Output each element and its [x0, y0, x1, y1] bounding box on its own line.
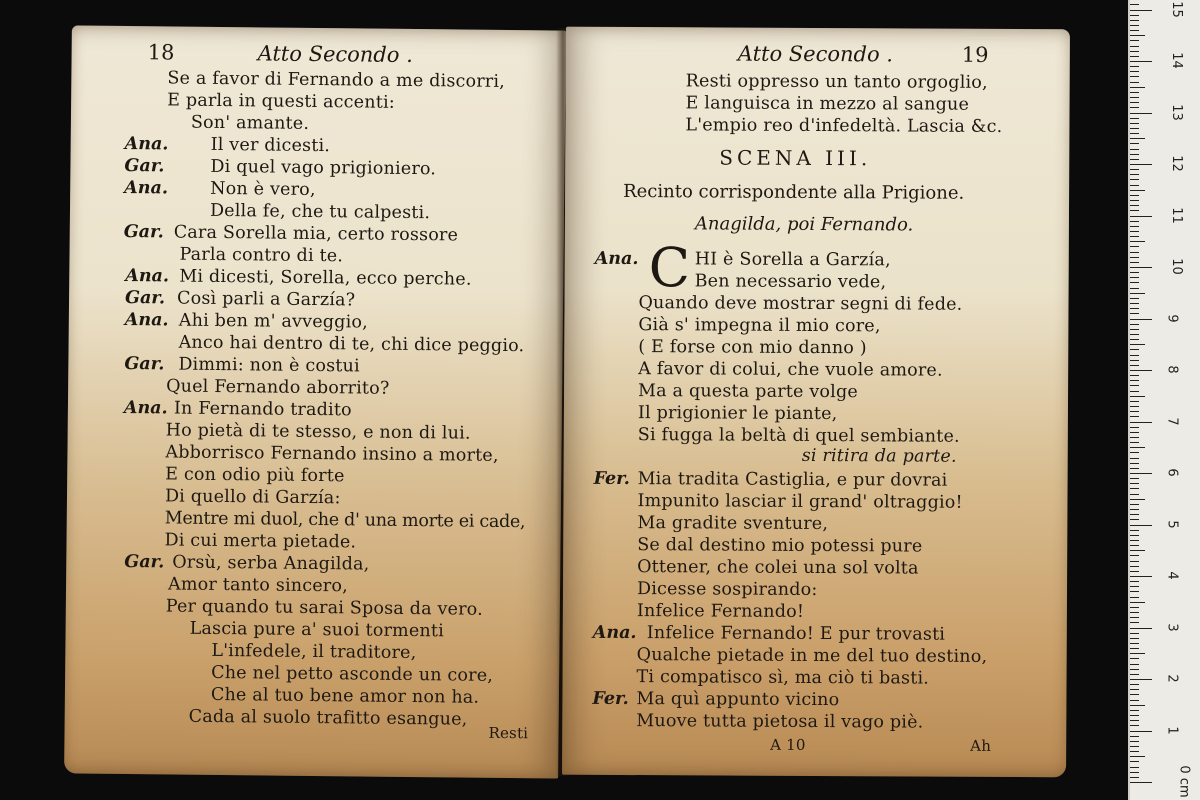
ruler-tick [1130, 648, 1139, 649]
ruler-tick [1130, 720, 1139, 721]
ruler-tick [1130, 488, 1139, 489]
ruler-tick [1130, 97, 1139, 98]
ruler-tick [1130, 293, 1145, 294]
text-line: Mentre mi duol, che d' una morte ei cade, [164, 508, 526, 533]
ruler-tick [1130, 107, 1139, 108]
text-line: Muove tutta pietosa il vago piè. [636, 711, 924, 733]
ruler-tick [1130, 406, 1139, 407]
ruler-tick [1130, 169, 1139, 170]
speaker-label: Ana. [124, 133, 169, 155]
ruler-tick [1130, 159, 1139, 160]
ruler-label: 13 [1168, 103, 1184, 121]
ruler-tick [1130, 226, 1139, 227]
text-line: Non è vero, [210, 178, 316, 200]
ruler-tick [1130, 669, 1139, 670]
text-line: Infelice Fernando! [636, 601, 805, 622]
text-line: Son' amante. [190, 112, 310, 134]
ruler-label: 1 [1164, 725, 1180, 735]
text-line: Cara Sorella mia, certo rossore [173, 222, 459, 246]
text-line: Amor tanto sincero, [167, 574, 349, 597]
text-line: Mia tradita Castiglia, e pur dovrai [637, 469, 948, 491]
ruler-tick [1130, 324, 1139, 325]
text-line: Ho pietà di te stesso, e non di lui. [165, 420, 471, 444]
ruler-tick [1130, 725, 1139, 726]
ruler-tick [1130, 700, 1139, 701]
text-line: Impunito lasciar il grand' oltraggio! [637, 491, 963, 513]
speaker-label: Gar. [124, 155, 165, 177]
ruler-tick [1130, 504, 1139, 505]
ruler-tick [1130, 375, 1139, 376]
ruler-tick [1130, 46, 1139, 47]
ruler-tick [1130, 741, 1139, 742]
ruler-tick [1130, 87, 1145, 88]
ruler-tick [1130, 674, 1139, 675]
ruler-tick [1130, 566, 1139, 567]
ruler-tick [1130, 154, 1139, 155]
speaker-label: Gar. [124, 288, 166, 309]
ruler-tick [1130, 473, 1152, 474]
ruler-tick [1130, 221, 1139, 222]
speaker-label: Gar. [123, 221, 164, 243]
ruler-tick [1130, 56, 1139, 57]
ruler-tick [1130, 267, 1152, 268]
ruler-tick [1130, 128, 1139, 129]
text-line: E con odio più forte [165, 464, 345, 487]
text-line: Ottener, che colei una sol volta [637, 557, 919, 579]
ruler-tick [1130, 458, 1139, 459]
text-line: Di cui merta pietade. [164, 530, 357, 553]
ruler-tick [1130, 576, 1152, 577]
ruler-tick [1130, 360, 1139, 361]
ruler-tick [1130, 334, 1139, 335]
ruler-tick [1130, 561, 1139, 562]
ruler-tick [1130, 597, 1139, 598]
catchword: Ah [970, 736, 992, 755]
ruler-tick [1130, 200, 1139, 201]
ruler-tick [1130, 545, 1139, 546]
ruler-tick [1130, 442, 1139, 443]
ruler-tick [1130, 262, 1139, 263]
ruler-tick [1130, 391, 1139, 392]
ruler-tick [1130, 123, 1139, 124]
ruler-tick [1130, 174, 1139, 175]
text-line: A favor di colui, che vuole amore. [638, 359, 943, 381]
ruler-tick [1130, 643, 1139, 644]
ruler-tick [1130, 535, 1139, 536]
ruler-tick [1130, 30, 1139, 31]
text-line: Si fugga la beltà di quel sembiante. [637, 425, 960, 447]
text-line: Resti oppresso un tanto orgoglio, [685, 71, 988, 93]
ruler-tick [1130, 591, 1139, 592]
ruler-tick [1130, 149, 1139, 150]
drop-cap: C [648, 236, 691, 300]
ruler-tick [1130, 679, 1152, 680]
ruler-tick [1130, 35, 1145, 36]
text-line: Se dal destino mio potessi pure [637, 535, 923, 557]
ruler-tick [1130, 540, 1139, 541]
text-line: Se a favor di Fernando a me discorri, [167, 68, 506, 92]
ruler-label: 14 [1168, 52, 1184, 69]
ruler-tick [1130, 607, 1139, 608]
ruler-tick [1130, 143, 1139, 144]
ruler-tick [1130, 468, 1139, 469]
ruler-tick [1130, 380, 1139, 381]
speaker-label: Ana. [124, 310, 169, 331]
ruler-tick [1130, 10, 1152, 11]
ruler-tick [1130, 715, 1139, 716]
text-line: E parla in questi accenti: [167, 90, 396, 113]
ruler-tick [1130, 586, 1139, 587]
ruler-tick [1130, 694, 1139, 695]
left-page [64, 25, 566, 778]
text-line: Della fe, che tu calpesti. [209, 200, 431, 224]
ruler-tick [1130, 581, 1139, 582]
ruler-tick [1130, 525, 1152, 526]
ruler-tick [1130, 736, 1139, 737]
speaker-label: Ana. [124, 177, 169, 199]
text-line: Il ver dicesti. [210, 134, 331, 157]
ruler-tick [1130, 710, 1139, 711]
ruler-label: 7 [1164, 416, 1180, 426]
ruler-label: 11 [1168, 206, 1184, 224]
ruler-tick [1130, 355, 1139, 356]
right-page [562, 27, 1070, 778]
ruler-tick [1130, 205, 1139, 206]
text-line: Abborrisco Fernando insino a morte, [165, 442, 499, 466]
text-line: Dimmi: non è costui [178, 354, 360, 377]
measuring-ruler [1128, 0, 1200, 800]
ruler-tick [1130, 277, 1139, 278]
right-page-number: 19 [961, 42, 989, 67]
ruler-tick [1130, 530, 1139, 531]
text-line: Per quando tu sarai Sposa da vero. [165, 596, 484, 620]
ruler-tick [1130, 756, 1145, 757]
text-line: Già s' impegna il mio core, [638, 315, 881, 337]
ruler-tick [1130, 179, 1139, 180]
ruler-tick [1130, 761, 1139, 762]
ruler-tick [1130, 82, 1139, 83]
ruler-tick [1130, 344, 1145, 345]
ruler-tick [1130, 102, 1139, 103]
ruler-tick [1130, 195, 1139, 196]
text-line: Orsù, serba Anagilda, [172, 552, 370, 575]
ruler-tick [1130, 236, 1139, 237]
ruler-tick [1130, 329, 1139, 330]
text-line: Che al tuo bene amor non ha. [210, 684, 480, 708]
ruler-tick [1130, 612, 1139, 613]
ruler-tick [1130, 483, 1139, 484]
ruler-tick [1130, 190, 1145, 191]
ruler-tick [1130, 51, 1139, 52]
ruler-tick [1130, 499, 1145, 500]
ruler-tick [1130, 210, 1139, 211]
text-line: Parla contro di te. [179, 244, 344, 267]
speaker-label: Ana. [594, 248, 639, 270]
ruler-tick [1130, 689, 1139, 690]
ruler-tick [1130, 638, 1139, 639]
catchword: Resti [488, 723, 529, 743]
ruler-tick [1130, 241, 1145, 242]
text-line: Di quel vago prigioniero. [210, 156, 437, 180]
text-line: E languisca in mezzo al sangue [685, 93, 970, 115]
text-line: Ma a questa parte volge [638, 381, 858, 403]
text-line: L'empio reo d'infedeltà. Lascia &c. [685, 115, 1003, 137]
ruler-tick [1130, 401, 1139, 402]
ruler-tick [1130, 772, 1139, 773]
ruler-tick [1130, 463, 1139, 464]
ruler-tick [1130, 602, 1145, 603]
ruler-tick [1130, 385, 1139, 386]
text-line: Ti compatisco sì, ma ciò ti basti. [636, 667, 930, 689]
ruler-label: 6 [1164, 468, 1180, 477]
ruler-tick [1130, 298, 1139, 299]
ruler-tick [1130, 550, 1145, 551]
scene-setting: Recinto corrispondente alla Prigione. [623, 180, 965, 204]
ruler-label: 0 cm [1176, 765, 1192, 798]
ruler-tick [1130, 782, 1152, 783]
ruler-tick [1130, 514, 1139, 515]
text-line: Cada al suolo trafitto esangue, [188, 706, 468, 730]
ruler-tick [1130, 746, 1139, 747]
ruler-tick [1130, 231, 1139, 232]
text-line: Dicesse sospirando: [636, 579, 818, 601]
text-line: In Fernando tradito [173, 398, 352, 421]
ruler-tick [1130, 396, 1145, 397]
text-line: Qualche pietade in me del tuo destino, [636, 645, 988, 667]
speaker-label: Ana. [592, 622, 637, 644]
ruler-tick [1130, 494, 1139, 495]
text-line: Lascia pure a' suoi tormenti [189, 618, 445, 642]
scene-characters: Anagilda, poi Fernando. [694, 213, 914, 236]
ruler-tick [1130, 633, 1139, 634]
ruler-tick [1130, 509, 1139, 510]
ruler-tick [1130, 257, 1139, 258]
ruler-tick [1130, 313, 1139, 314]
ruler-tick [1130, 427, 1139, 428]
ruler-tick [1130, 777, 1139, 778]
left-running-header: Atto Secondo . [257, 41, 413, 68]
ruler-tick [1130, 92, 1139, 93]
ruler-tick [1130, 437, 1139, 438]
ruler-tick [1130, 76, 1139, 77]
ruler-label: 15 [1168, 0, 1184, 18]
ruler-tick [1130, 617, 1139, 618]
ruler-tick [1130, 272, 1139, 273]
text-line: Ben necessario vede, [694, 271, 887, 293]
text-line: Quando deve mostrar segni di fede. [638, 293, 963, 315]
ruler-tick [1130, 246, 1139, 247]
ruler-tick [1130, 478, 1139, 479]
scene-title: SCENA III. [719, 145, 872, 171]
ruler-tick [1130, 767, 1139, 768]
ruler-tick [1130, 447, 1145, 448]
text-line: L'infedele, il traditore, [211, 640, 417, 664]
ruler-tick [1130, 216, 1152, 217]
ruler-tick [1130, 308, 1139, 309]
ruler-tick [1130, 664, 1139, 665]
ruler-tick [1130, 432, 1139, 433]
speaker-label: Gar. [124, 552, 165, 573]
ruler-label: 3 [1164, 622, 1180, 632]
ruler-tick [1130, 555, 1139, 556]
ruler-tick [1130, 20, 1139, 21]
ruler-tick [1130, 133, 1139, 134]
ruler-tick [1130, 252, 1139, 253]
ruler-label: 8 [1164, 365, 1180, 374]
ruler-tick [1130, 288, 1139, 289]
ruler-tick [1130, 15, 1139, 16]
ruler-label: 2 [1164, 674, 1180, 683]
text-line: HI è Sorella a Garzía, [694, 249, 891, 271]
ruler-tick [1130, 684, 1139, 685]
ruler-tick [1130, 339, 1139, 340]
text-line: Di quello di Garzía: [164, 486, 341, 509]
ruler-tick [1130, 370, 1152, 371]
ruler-tick [1130, 416, 1139, 417]
ruler-tick [1130, 622, 1139, 623]
ruler-tick [1130, 185, 1139, 186]
ruler-tick [1130, 40, 1139, 41]
ruler-tick [1130, 71, 1139, 72]
ruler-tick [1130, 25, 1139, 26]
ruler-label: 10 [1168, 258, 1184, 275]
right-running-header: Atto Secondo . [737, 41, 894, 67]
ruler-tick [1130, 628, 1152, 629]
ruler-tick [1130, 365, 1139, 366]
ruler-tick [1130, 118, 1139, 119]
ruler-tick [1130, 282, 1139, 283]
ruler-tick [1130, 303, 1139, 304]
text-line: Il prigionier le piante, [637, 403, 838, 425]
text-line: Così parli a Garzía? [176, 288, 356, 311]
signature-mark: A 10 [770, 735, 806, 754]
left-page-number: 18 [147, 40, 175, 65]
text-line: Ahi ben m' avveggio, [178, 310, 369, 333]
ruler-tick [1130, 411, 1139, 412]
text-line: Quel Fernando aborrito? [166, 376, 390, 399]
speaker-label: Fer. [592, 688, 629, 710]
ruler-tick [1130, 349, 1139, 350]
text-line: Ma quì appunto vicino [636, 689, 840, 711]
ruler-label: 9 [1164, 313, 1180, 323]
ruler-tick [1130, 653, 1145, 654]
ruler-label: 12 [1168, 155, 1184, 172]
ruler-tick [1130, 113, 1152, 114]
ruler-tick [1130, 705, 1145, 706]
ruler-label: 4 [1164, 571, 1180, 580]
text-line: Infelice Fernando! E pur trovasti [646, 623, 946, 645]
ruler-tick [1130, 4, 1139, 5]
ruler-tick [1130, 731, 1152, 732]
stage-direction: si ritira da parte. [801, 445, 957, 467]
text-line: Mi dicesti, Sorella, ecco perche. [179, 266, 472, 290]
text-line: Ma gradite sventure, [637, 513, 829, 535]
ruler-tick [1130, 66, 1139, 67]
ruler-tick [1130, 571, 1139, 572]
ruler-tick [1130, 519, 1139, 520]
speaker-label: Ana. [125, 266, 170, 287]
speaker-label: Ana. [123, 398, 168, 419]
ruler-tick [1130, 319, 1152, 320]
ruler-tick [1130, 138, 1145, 139]
text-line: Che nel petto asconde un core, [211, 662, 494, 686]
ruler-tick [1130, 61, 1152, 62]
speaker-label: Gar. [124, 354, 165, 375]
ruler-label: 5 [1164, 519, 1180, 529]
ruler-tick [1130, 422, 1152, 423]
ruler-tick [1130, 751, 1139, 752]
text-line: Anco hai dentro di te, chi dice peggio. [178, 332, 525, 357]
ruler-tick [1130, 452, 1139, 453]
speaker-label: Fer. [593, 468, 630, 490]
ruler-tick [1130, 164, 1152, 165]
text-line: ( E forse con mio danno ) [638, 337, 867, 359]
ruler-tick [1130, 658, 1139, 659]
